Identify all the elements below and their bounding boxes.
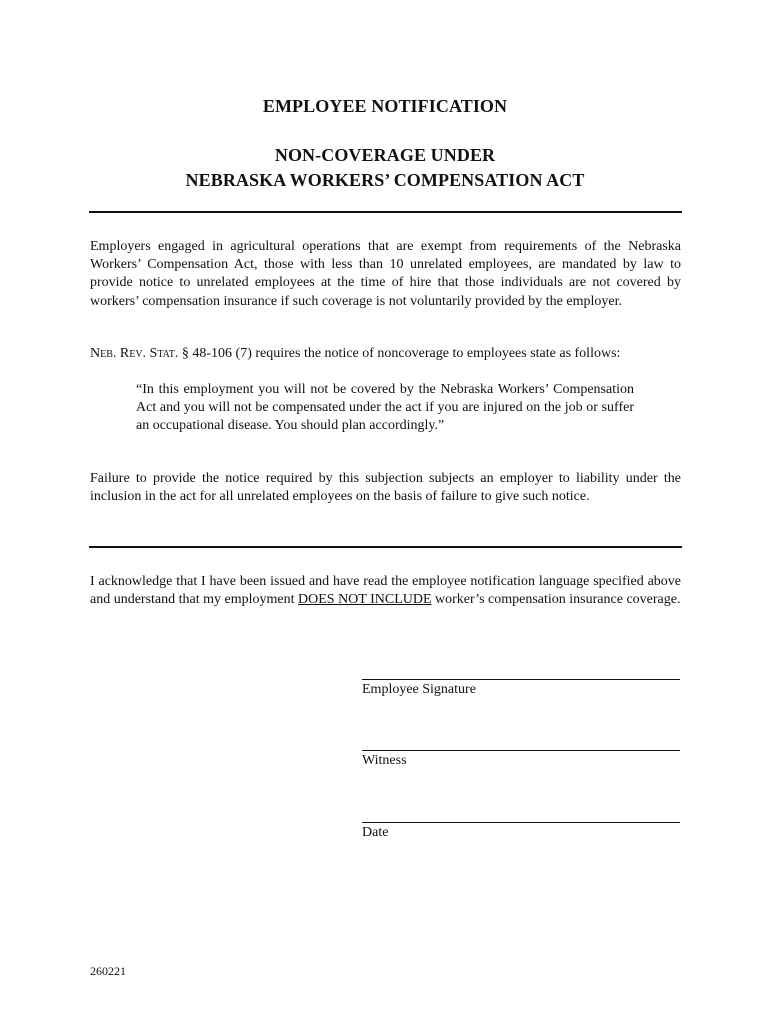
header-divider <box>89 211 682 213</box>
employee-signature-label: Employee Signature <box>362 682 476 697</box>
document-subtitle-line1: NON-COVERAGE UNDER <box>274 145 496 165</box>
intro-paragraph: Employers engaged in agricultural operations that are exempt from requirements of the Nebraska Workers’ Compensation Act, those with less than 10 unrelated employees, are mandated by law to provide notice to unrelated employees at the time of hire that those individuals are not covered by workers’ compensation insurance if such coverage is not voluntarily provided by the employer. <box>90 239 681 309</box>
statute-citation: Neb. Rev. Stat. <box>90 346 179 361</box>
employee-signature-line[interactable] <box>362 679 680 680</box>
statute-paragraph <box>90 345 681 363</box>
date-label: Date <box>362 825 389 840</box>
acknowledgement-text-start: I acknowledge that I have been issued and have read the employee notification language specified above and understand that my employment <box>90 574 681 608</box>
liability-paragraph: Failure to provide the notice required by this subjection subjects an employer to liability under the inclusion in the act for all unrelated employees on the basis of failure to give such notice. <box>90 471 681 505</box>
form-number: 260221 <box>90 964 126 978</box>
acknowledgement-paragraph <box>90 573 681 609</box>
document-title: EMPLOYEE NOTIFICATION <box>262 96 508 116</box>
notice-quote: “In this employment you will not be covered by the Nebraska Workers’ Compensation Act and you will not be compensated under the act if you are injured on the job or suffer an occupational disease. You should plan accordingly.” <box>136 382 634 434</box>
date-line[interactable] <box>362 822 680 823</box>
witness-signature-line[interactable] <box>362 750 680 751</box>
witness-label: Witness <box>362 753 407 768</box>
section-divider <box>89 546 682 548</box>
acknowledgement-text-end: worker’s compensation insurance coverage. <box>431 592 681 608</box>
statute-text: § 48-106 (7) requires the notice of noncoverage to employees state as follows: <box>178 346 621 361</box>
does-not-include-emphasis: DOES NOT INCLUDE <box>298 592 432 608</box>
document-subtitle-line2: NEBRASKA WORKERS’ COMPENSATION ACT <box>185 170 585 190</box>
